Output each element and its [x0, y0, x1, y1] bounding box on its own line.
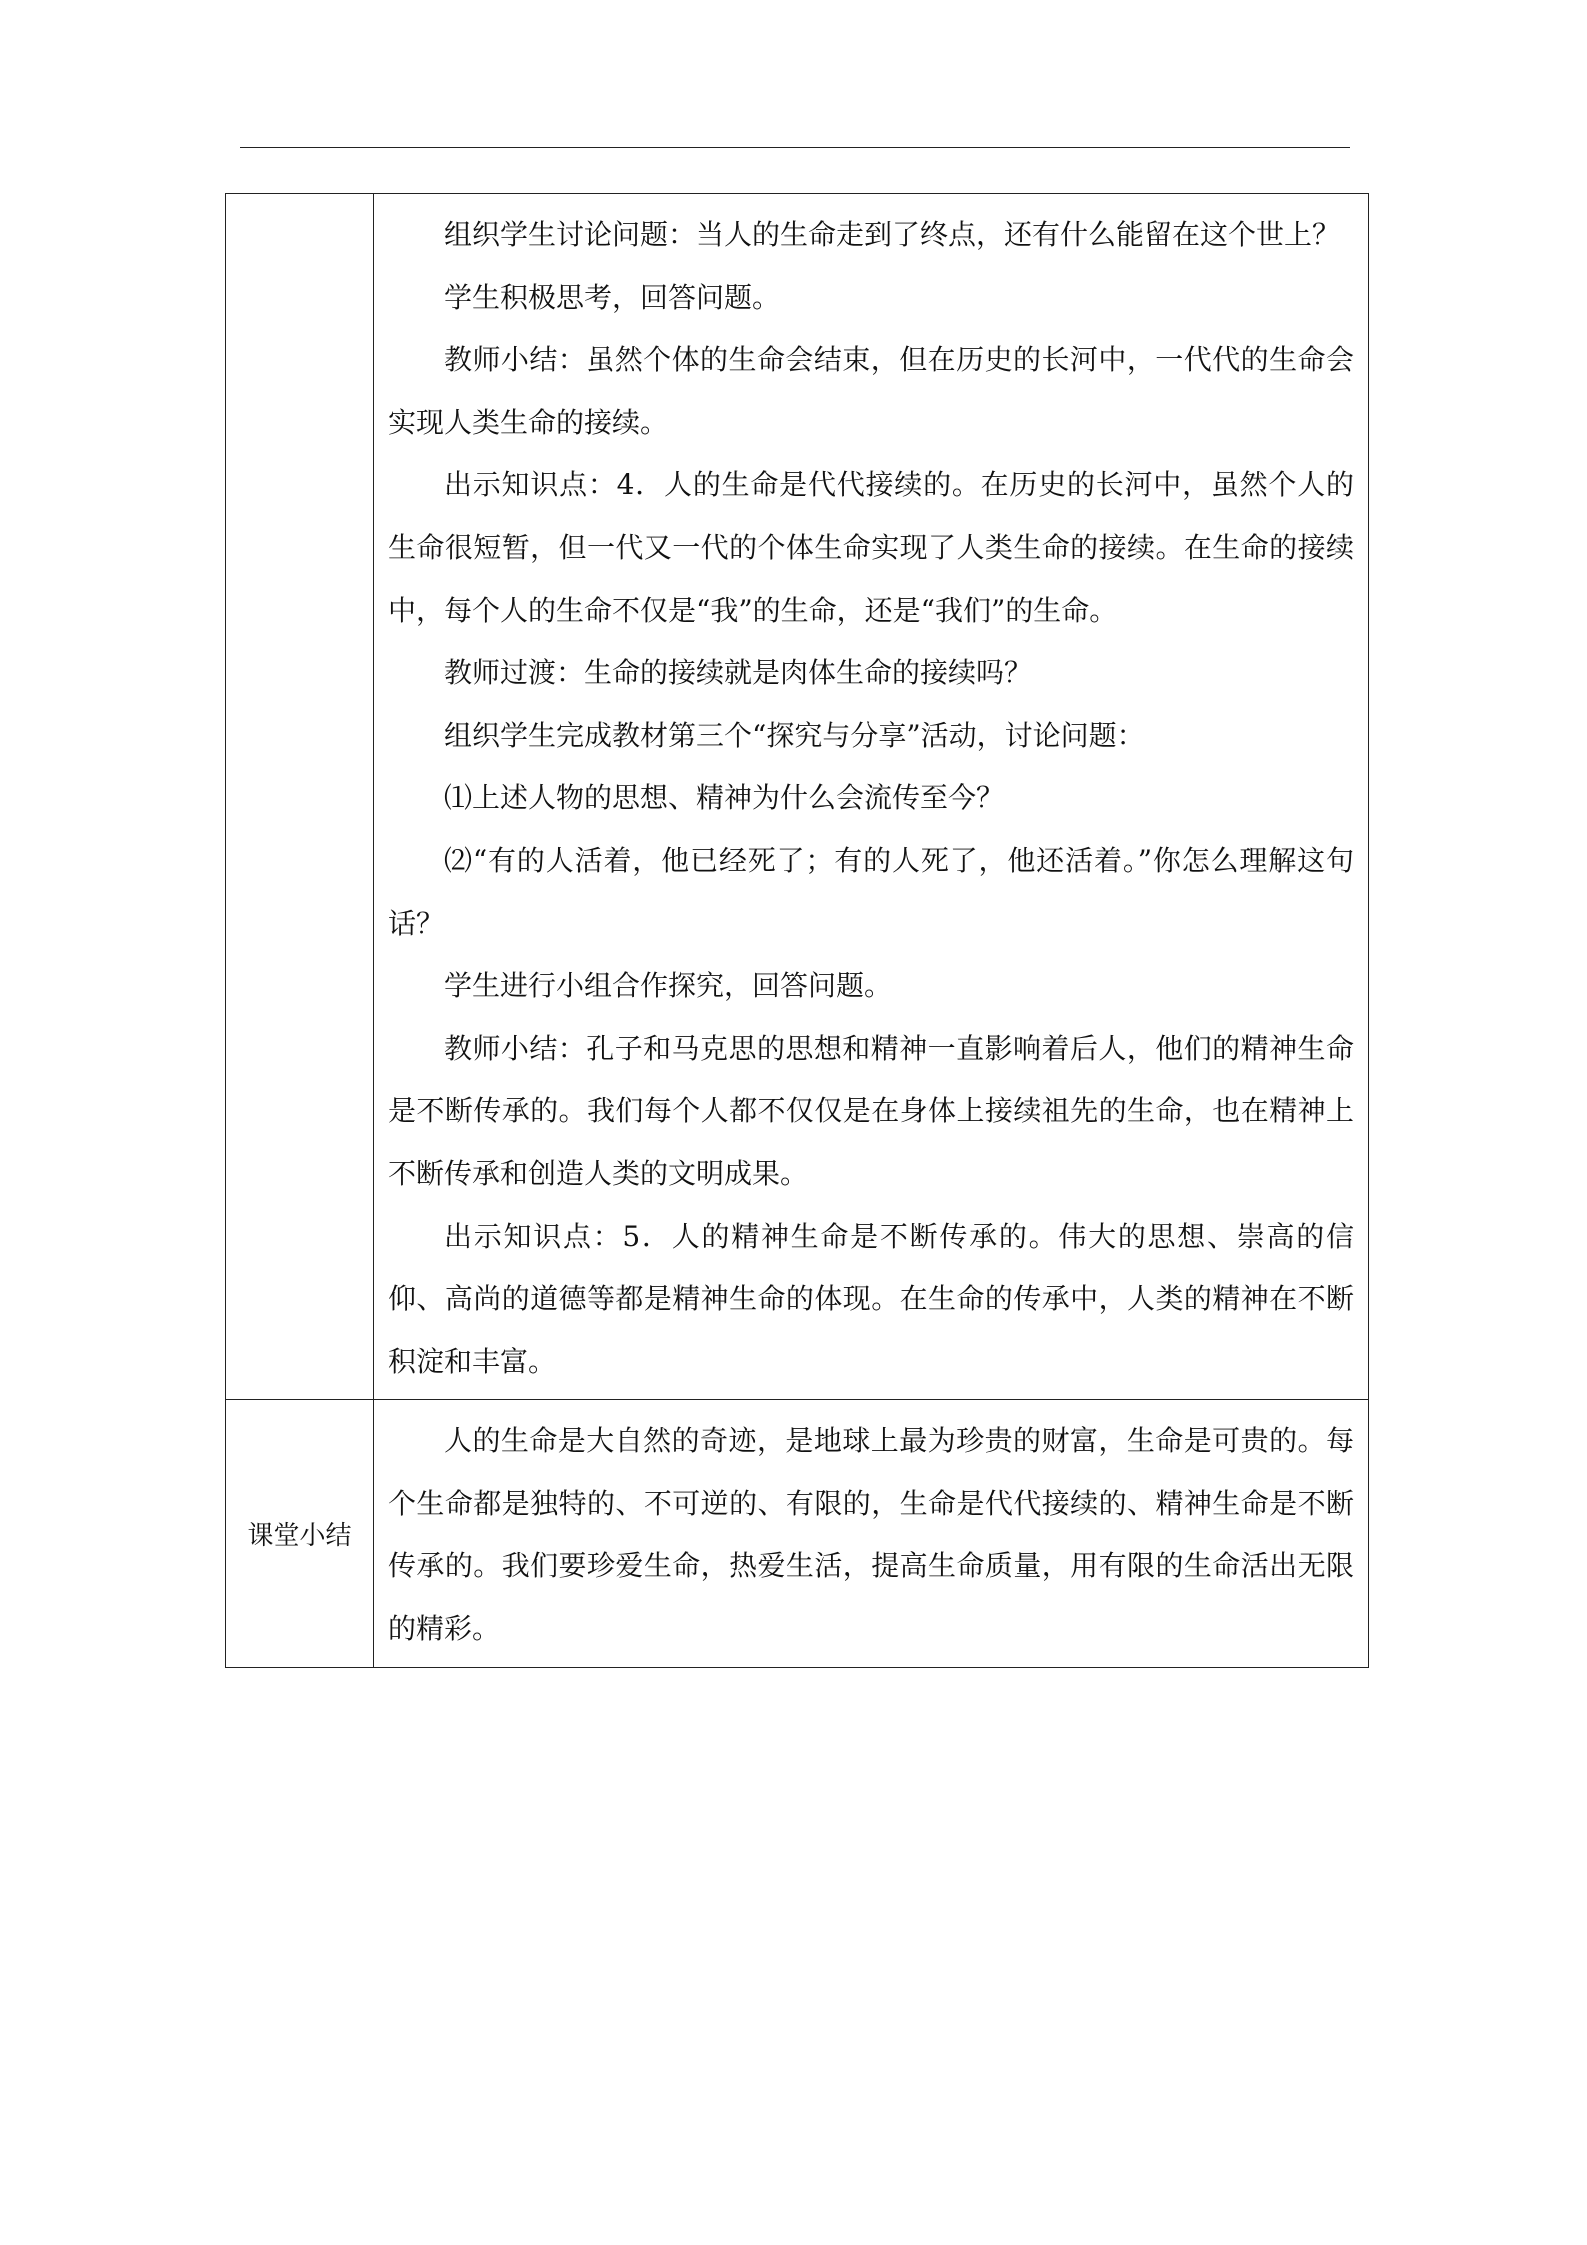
question-2: ⑵“有的人活着，他已经死了；有的人死了，他还活着。”你怎么理解这句话？	[388, 843, 1354, 940]
teacher-transition: 教师过渡：生命的接续就是肉体生命的接续吗？	[444, 656, 1033, 690]
class-summary-label: 课堂小结	[226, 1400, 374, 1667]
activity-instruction: 组织学生完成教材第三个“探究与分享”活动，讨论问题：	[444, 718, 1145, 752]
teaching-process-content	[374, 194, 1369, 1400]
student-thinking: 学生积极思考，回答问题。	[444, 280, 781, 314]
question-1: ⑴上述人物的思想、精神为什么会流传至今？	[444, 781, 1005, 815]
teacher-summary-2: 教师小结：孔子和马克思的思想和精神一直影响着后人，他们的精神生命是不断传承的。我们每个人都不仅仅是在身体上接续祖先的生命，也在精神上不断传承和创造人类的文明成果。	[388, 1031, 1354, 1190]
knowledge-point-5: 出示知识点：5．人的精神生命是不断传承的。伟大的思想、崇高的信仰、高尚的道德等都是精神生命的体现。在生命的传承中，人类的精神在不断积淀和丰富。	[388, 1219, 1354, 1378]
discussion-question: 组织学生讨论问题：当人的生命走到了终点，还有什么能留在这个世上？	[444, 218, 1341, 251]
lesson-plan-table	[225, 193, 1369, 1668]
class-summary-row	[226, 1400, 1369, 1667]
knowledge-point-4: 出示知识点：4．人的生命是代代接续的。在历史的长河中，虽然个人的生命很短暂，但一代又一代的个体生命实现了人类生命的接续。在生命的接续中，每个人的生命不仅是“我”的生命，还是“我们”的生命。	[388, 468, 1354, 627]
class-summary-content	[374, 1400, 1369, 1667]
group-inquiry: 学生进行小组合作探究，回答问题。	[444, 969, 893, 1003]
teaching-process-label	[226, 194, 374, 1400]
teacher-summary-1: 教师小结：虽然个体的生命会结束，但在历史的长河中，一代代的生命会实现人类生命的接续。	[388, 343, 1354, 439]
header-rule	[240, 147, 1350, 148]
class-summary-text: 人的生命是大自然的奇迹，是地球上最为珍贵的财富，生命是可贵的。每个生命都是独特的、不可逆的、有限的，生命是代代接续的、精神生命是不断传承的。我们要珍爱生命，热爱生活，提高生命质量，用有限的生命活出无限的精彩。	[388, 1424, 1354, 1646]
teaching-process-row	[226, 194, 1369, 1400]
